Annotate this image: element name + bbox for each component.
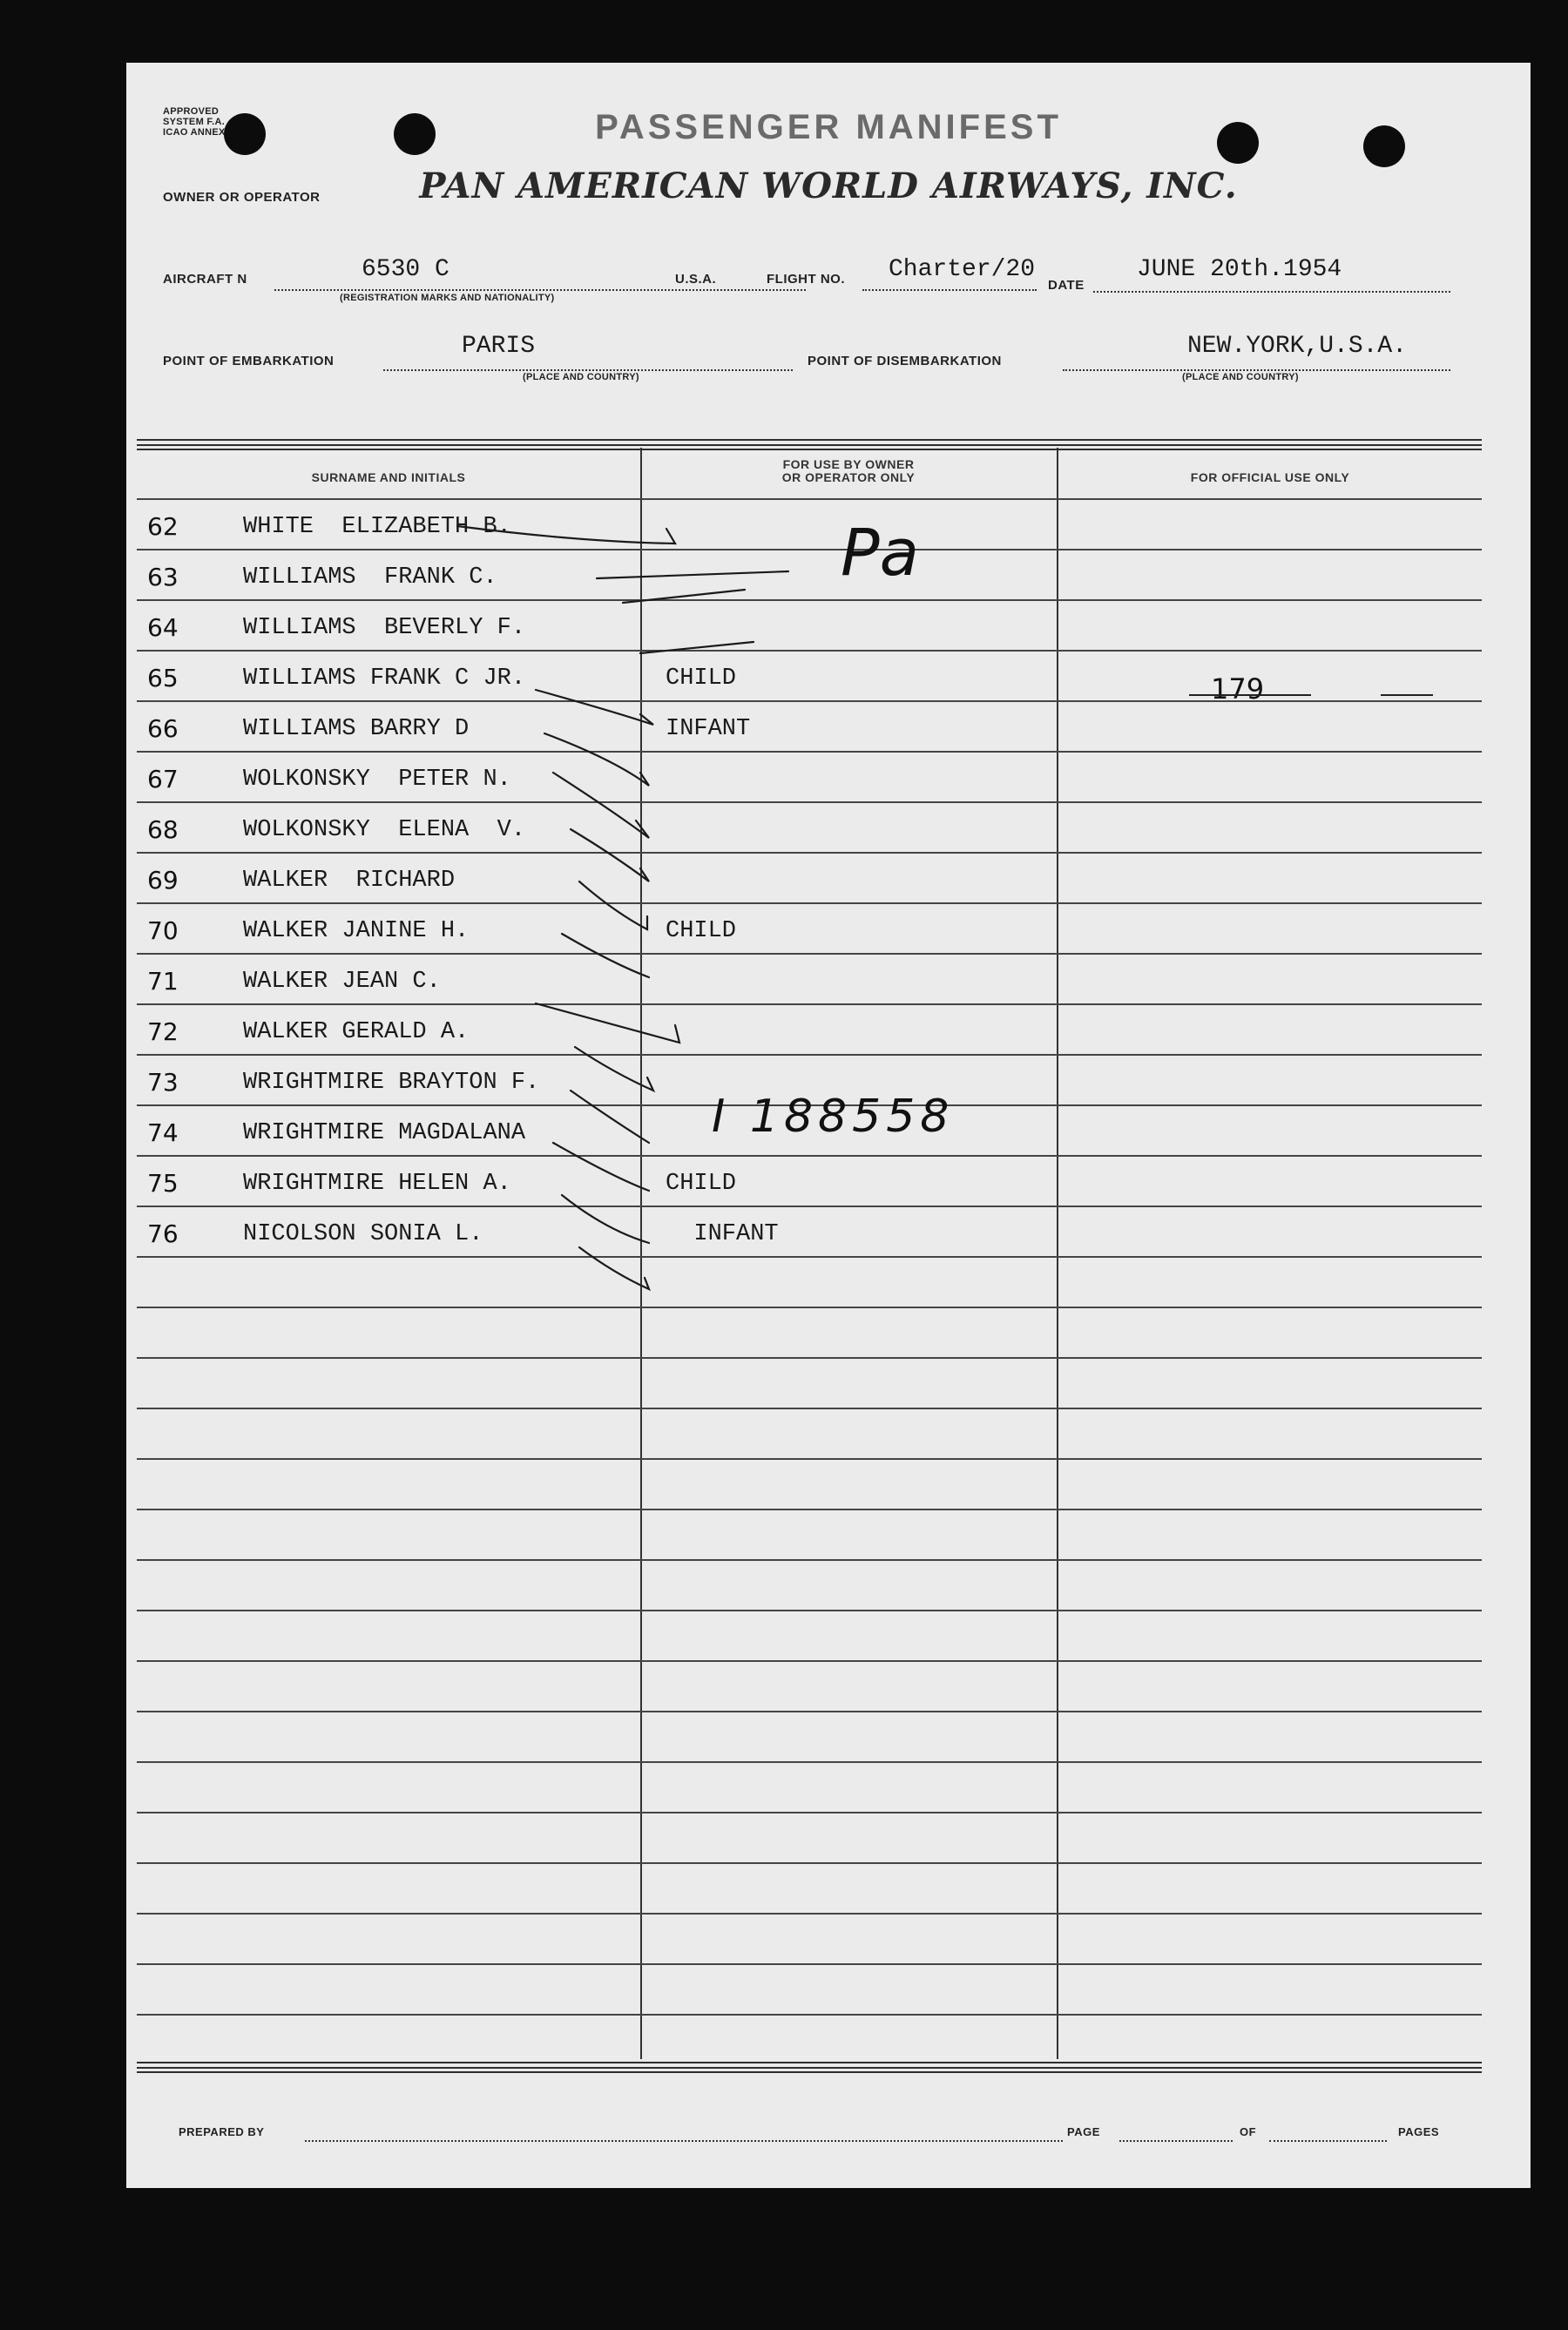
- handwritten-official-number: 179: [1211, 672, 1265, 706]
- col-header-owner: FOR USE BY OWNER OR OPERATOR ONLY: [781, 457, 916, 484]
- passenger-name: WALKER RICHARD: [243, 868, 456, 894]
- embark-note: (PLACE AND COUNTRY): [523, 372, 639, 382]
- flight-label: FLIGHT NO.: [767, 272, 845, 287]
- passenger-note: INFANT: [666, 716, 751, 742]
- tick-stroke: [640, 642, 754, 653]
- page-label: PAGE: [1067, 2125, 1100, 2138]
- tick-stroke: [562, 934, 649, 977]
- date-label: DATE: [1048, 278, 1085, 293]
- approval-stamp: APPROVED SYSTEM F.A. ICAO ANNEX: [163, 106, 226, 138]
- aircraft-value: 6530 C: [362, 256, 449, 283]
- passenger-name: WILLIAMS FRANK C.: [243, 564, 497, 591]
- tick-stroke: [553, 773, 649, 838]
- tick-stroke: [571, 1091, 649, 1143]
- passenger-name: WILLIAMS BEVERLY F.: [243, 615, 526, 641]
- passenger-name: WALKER JEAN C.: [243, 969, 441, 995]
- tick-stroke: [553, 1143, 649, 1191]
- disembark-value: NEW.YORK,U.S.A.: [1187, 333, 1408, 360]
- registration-note: (REGISTRATION MARKS AND NATIONALITY): [340, 293, 555, 303]
- passenger-name: WALKER JANINE H.: [243, 918, 470, 944]
- tick-stroke: [579, 881, 647, 929]
- passenger-name: WRIGHTMIRE HELEN A.: [243, 1171, 511, 1197]
- passenger-note: CHILD: [666, 918, 737, 944]
- disembark-label: POINT OF DISEMBARKATION: [808, 354, 1002, 368]
- passenger-name: NICOLSON SONIA L.: [243, 1221, 483, 1247]
- passenger-name: WRIGHTMIRE BRAYTON F.: [243, 1070, 540, 1096]
- passenger-number: 63: [147, 563, 179, 591]
- passenger-number: 69: [147, 866, 179, 895]
- embark-value: PARIS: [462, 333, 536, 360]
- passenger-name: WILLIAMS FRANK C JR.: [243, 665, 526, 692]
- tick-stroke: [597, 571, 788, 578]
- passenger-number: 67: [147, 765, 179, 794]
- passenger-name: WALKER GERALD A.: [243, 1019, 470, 1045]
- tick-stroke: [562, 1195, 649, 1243]
- passenger-number: 73: [147, 1068, 179, 1097]
- passenger-number: 62: [147, 512, 179, 541]
- passenger-note: CHILD: [666, 1171, 737, 1197]
- passenger-number: 74: [147, 1118, 179, 1147]
- passenger-name: WILLIAMS BARRY D: [243, 716, 470, 742]
- tick-stroke: [575, 1047, 653, 1091]
- tick-stroke: [623, 590, 745, 603]
- manifest-sheet: [126, 63, 1531, 2188]
- passenger-number: 65: [147, 664, 179, 692]
- owner-label: OWNER OR OPERATOR: [163, 190, 321, 205]
- prepared-label: PREPARED BY: [179, 2125, 265, 2138]
- passenger-name: WHITE ELIZABETH B.: [243, 514, 511, 540]
- flight-value: Charter/20: [889, 256, 1036, 283]
- pages-label: PAGES: [1398, 2125, 1440, 2138]
- passenger-number: 72: [147, 1017, 179, 1046]
- tick-stroke: [536, 690, 653, 725]
- passenger-note: INFANT: [666, 1221, 779, 1247]
- form-title: PASSENGER MANIFEST: [595, 108, 1062, 146]
- aircraft-label: AIRCRAFT N: [163, 272, 247, 287]
- disembark-note: (PLACE AND COUNTRY): [1182, 372, 1299, 382]
- passenger-number: 64: [147, 613, 179, 642]
- passenger-number: 68: [147, 815, 179, 844]
- passenger-note: CHILD: [666, 665, 737, 692]
- of-label: OF: [1240, 2125, 1257, 2138]
- col-header-official: FOR OFFICIAL USE ONLY: [1190, 470, 1350, 484]
- passenger-number: 71: [147, 967, 179, 996]
- embark-label: POINT OF EMBARKATION: [163, 354, 335, 368]
- passenger-number: 76: [147, 1219, 179, 1248]
- passenger-name: WOLKONSKY ELENA V.: [243, 817, 526, 843]
- tick-stroke: [457, 526, 675, 544]
- tick-stroke: [579, 1247, 649, 1289]
- passenger-number: 75: [147, 1169, 179, 1198]
- airline-name: PAN AMERICAN WORLD AIRWAYS, INC.: [419, 165, 1238, 206]
- handwritten-initials: Pa: [841, 516, 919, 591]
- passenger-name: WOLKONSKY PETER N.: [243, 767, 511, 793]
- handwritten-ticket-number: I 188558: [712, 1091, 955, 1143]
- tick-stroke: [536, 1003, 679, 1043]
- passenger-name: WRIGHTMIRE MAGDALANA: [243, 1120, 526, 1146]
- passenger-number: 66: [147, 714, 179, 743]
- tick-stroke: [571, 829, 649, 881]
- col-header-name: SURNAME AND INITIALS: [311, 470, 466, 484]
- date-value: JUNE 20th.1954: [1137, 256, 1342, 283]
- country-code: U.S.A.: [675, 272, 717, 287]
- passenger-number: 70: [147, 916, 179, 945]
